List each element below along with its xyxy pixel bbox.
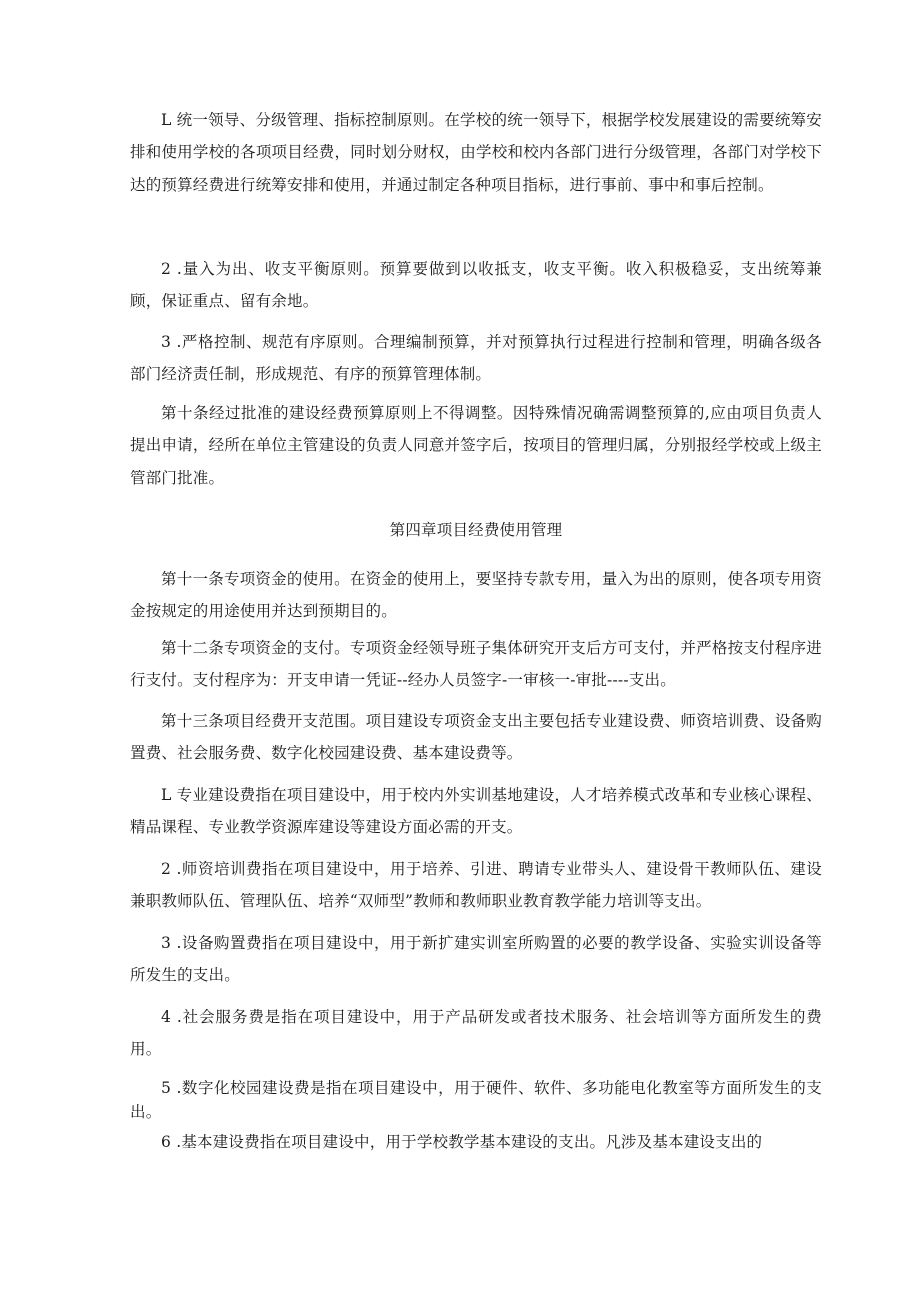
- chapter-heading: 第四章项目经费使用管理: [389, 521, 563, 539]
- paragraph-article-13: 第十三条项目经费开支范围。项目建设专项资金支出主要包括专业建设费、师资培训费、设备购置费、社会服务费、数字化校园建设费、基本建设费等。: [130, 712, 822, 763]
- paragraph-item-1: L 专业建设费指在项目建设中，用于校内外实训基地建设，人才培养模式改革和专业核心课程、精品课程、专业教学资源库建设等建设方面必需的开支。: [130, 786, 822, 837]
- paragraph-item-5: 5 .数字化校园建设费是指在项目建设中，用于硬件、软件、多功能电化教室等方面所发生的支出。: [130, 1079, 822, 1121]
- paragraph-principle-3: 3 .严格控制、规范有序原则。合理编制预算，并对预算执行过程进行控制和管理，明确各级各部门经济责任制，形成规范、有序的预算管理体制。: [130, 333, 822, 384]
- paragraph-article-10: 第十条经过批准的建设经费预算原则上不得调整。因特殊情况确需调整预算的,应由项目负责人提出申请，经所在单位主管建设的负责人同意并签字后，按项目的管理归属，分别报经学校或上级主管部门批准。: [130, 404, 822, 487]
- paragraph-principle-1: L 统一领导、分级管理、指标控制原则。在学校的统一领导下，根据学校发展建设的需要统筹安排和使用学校的各项项目经费，同时划分财权，由学校和校内各部门进行分级管理，各部门对学校下达的预算经费进行统筹安排和使用，并通过制定各种项目指标，进行事前、事中和事后控制。: [130, 111, 822, 194]
- paragraph-item-2: 2 .师资培训费指在项目建设中，用于培养、引进、聘请专业带头人、建设骨干教师队伍、建设兼职教师队伍、管理队伍、培养“双师型”教师和教师职业教育教学能力培训等支出。: [130, 860, 822, 911]
- paragraph-item-3: 3 .设备购置费指在项目建设中，用于新扩建实训室所购置的必要的教学设备、实验实训设备等所发生的支出。: [130, 934, 822, 985]
- paragraph-item-4: 4 .社会服务费是指在项目建设中，用于产品研发或者技术服务、社会培训等方面所发生的费用。: [130, 1008, 822, 1059]
- paragraph-principle-2: 2 .量入为出、收支平衡原则。预算要做到以收抵支，收支平衡。收入积极稳妥，支出统筹兼顾，保证重点、留有余地。: [130, 260, 822, 311]
- paragraph-article-11: 第十一条专项资金的使用。在资金的使用上，要坚持专款专用，量入为出的原则，使各项专用资金按规定的用途使用并达到预期目的。: [130, 570, 822, 621]
- paragraph-item-6: 6 .基本建设费指在项目建设中，用于学校教学基本建设的支出。凡涉及基本建设支出的: [161, 1133, 763, 1151]
- paragraph-article-12: 第十二条专项资金的支付。专项资金经领导班子集体研究开支后方可支付，并严格按支付程序进行支付。支付程序为：开支申请一凭证--经办人员签字-一审核一-审批----支出。: [130, 639, 822, 690]
